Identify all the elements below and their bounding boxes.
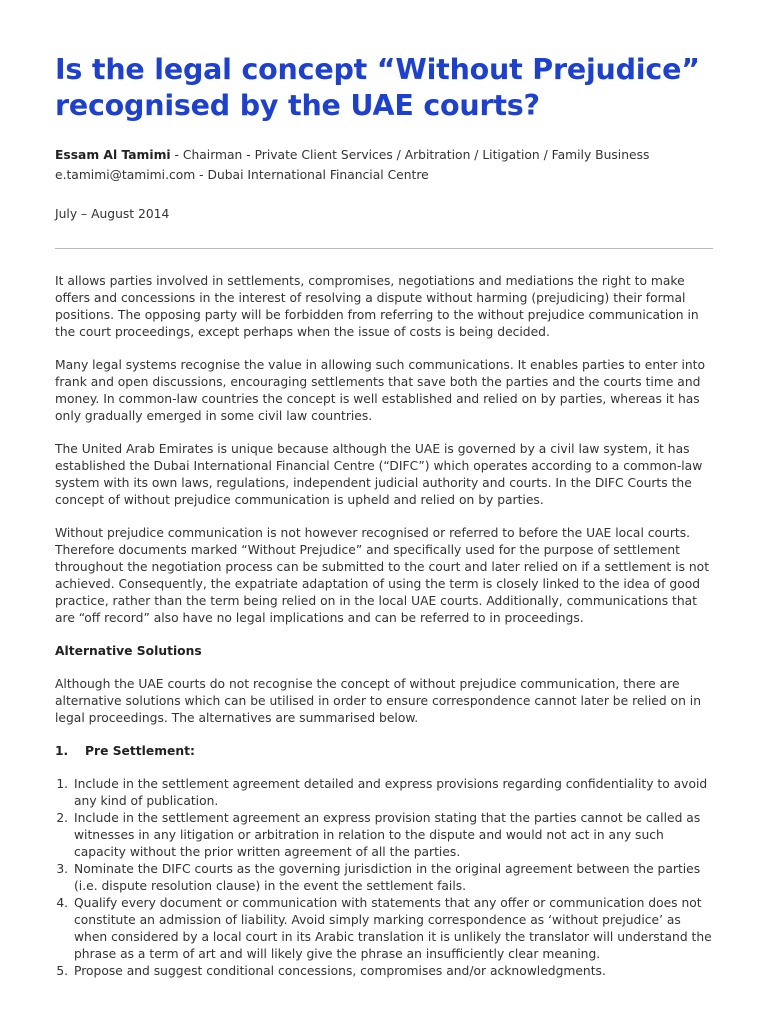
list-item: 5. Propose and suggest conditional concessions, compromises and/or acknowledgments.	[72, 963, 717, 980]
paragraph: Many legal systems recognise the value in allowing such communications. It enables parties to enter into frank and open discussions, encouraging settlements that save both the parties and the courts time and money. In common-law countries the concept is well established and relied on by parties, whereas it has only gradually emerged in some civil law countries.	[55, 358, 706, 423]
subsection-title: Pre Settlement:	[85, 744, 195, 758]
list-item: 2. Include in the settlement agreement an express provision stating that the parties cannot be called as witnesses in any litigation or arbitration in relation to the dispute and would not act in any such capacity without the prior written agreement of all the parties.	[72, 810, 717, 861]
subsection-heading	[55, 743, 717, 760]
list-item: 1. Include in the settlement agreement detailed and express provisions regarding confidentiality to avoid any kind of publication.	[72, 776, 717, 810]
list-item: 3. Nominate the DIFC courts as the governing jurisdiction in the original agreement between the parties (i.e. dispute resolution clause) in the event the settlement fails.	[72, 861, 717, 895]
section-intro: Although the UAE courts do not recognise the concept of without prejudice communication, there are alternative solutions which can be utilised in order to ensure correspondence cannot later be relied on in legal proceedings. The alternatives are summarised below.	[55, 677, 701, 725]
recommendation-list	[55, 776, 717, 980]
paragraph: It allows parties involved in settlements, compromises, negotiations and mediations the right to make offers and concessions in the interest of resolving a dispute without harming (prejudicing) their formal positions. The opposing party will be forbidden from referring to the without prejudice communication in the court proceedings, except perhaps when the issue of costs is being decided.	[55, 274, 699, 339]
publication-date: July – August 2014	[55, 207, 170, 221]
paragraph: Without prejudice communication is not however recognised or referred to before the UAE local courts. Therefore documents marked “Without Prejudice” and specifically used for the purpose of settlement throughout the negotiation process can be submitted to the court and later relied on if a settlement is not achieved. Consequently, the expatriate adaptation of using the term is closely linked to the idea of good practice, rather than the term being relied on in the local UAE courts. Additionally, communications that are “off record” also have no legal implications and can be referred to in proceedings.	[55, 526, 710, 625]
author-line	[55, 145, 649, 165]
author-roles: - Chairman - Private Client Services / Arbitration / Litigation / Family Business	[170, 148, 650, 162]
subsection-number: 1.	[55, 744, 69, 758]
section-heading: Alternative Solutions	[55, 644, 202, 658]
paragraph: The United Arab Emirates is unique because although the UAE is governed by a civil law system, it has established the Dubai International Financial Centre (“DIFC”) which operates according to a common-law system with its own laws, regulations, independent judicial authority and courts. In the DIFC Courts the concept of without prejudice communication is upheld and relied on by parties.	[55, 442, 703, 507]
list-item: 4. Qualify every document or communication with statements that any offer or communication does not constitute an admission of liability. Avoid simply marking correspondence as ‘without prejudice’ as when considered by a local court in its Arabic translation it is unlikely the translator will understand the phrase as a term of art and will likely give the phrase an insufficiently clear meaning.	[72, 895, 717, 963]
divider	[55, 248, 713, 249]
author-name: Essam Al Tamimi	[55, 148, 171, 162]
author-contact: e.tamimi@tamimi.com - Dubai International Financial Centre	[55, 168, 429, 182]
article-body	[55, 273, 717, 980]
article-title: Is the legal concept “Without Prejudice” recognised by the UAE courts?	[55, 53, 700, 122]
